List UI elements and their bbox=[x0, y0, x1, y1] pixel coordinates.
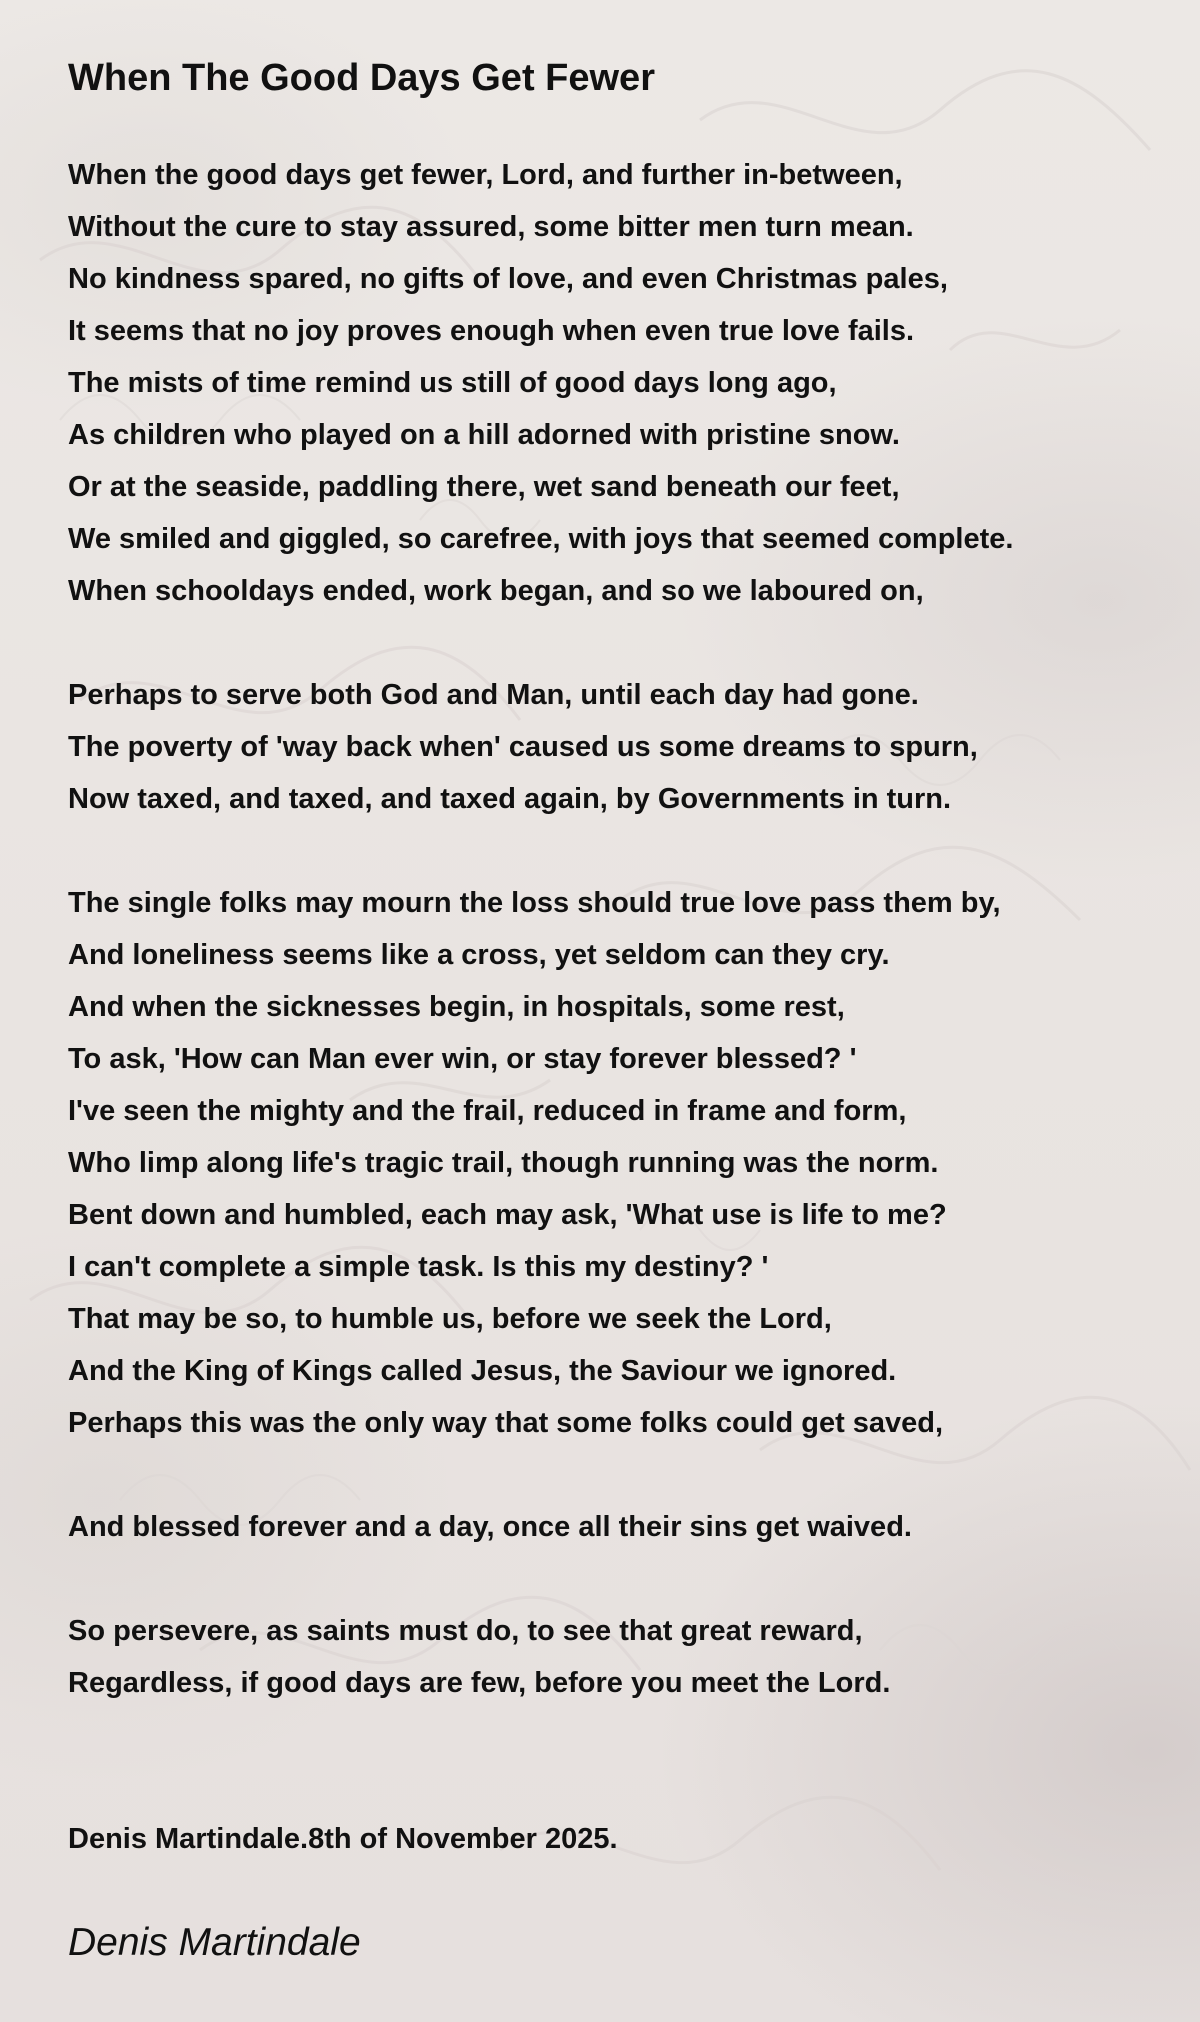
stanza-break bbox=[68, 617, 1178, 669]
poem-line: So persevere, as saints must do, to see that great reward, bbox=[68, 1615, 863, 1647]
poem-attribution-line: Denis Martindale.8th of November 2025. bbox=[68, 1823, 618, 1855]
poem-line: Now taxed, and taxed, and taxed again, by Governments in turn. bbox=[68, 783, 952, 815]
author-signature: Denis Martindale bbox=[68, 1921, 361, 1964]
poem-line: When schooldays ended, work began, and so we laboured on, bbox=[68, 575, 924, 607]
poem-line: Perhaps this was the only way that some folks could get saved, bbox=[68, 1407, 944, 1439]
poem-line: To ask, 'How can Man ever win, or stay forever blessed? ' bbox=[68, 1043, 857, 1075]
stanza-break bbox=[68, 1709, 1178, 1761]
stanza-break bbox=[68, 1553, 1178, 1605]
poem-line: And loneliness seems like a cross, yet seldom can they cry. bbox=[68, 939, 890, 971]
poem-line: That may be so, to humble us, before we seek the Lord, bbox=[68, 1303, 832, 1335]
poem-line: The mists of time remind us still of good days long ago, bbox=[68, 367, 837, 399]
poem-line: It seems that no joy proves enough when even true love fails. bbox=[68, 315, 915, 347]
poem-line: Perhaps to serve both God and Man, until each day had gone. bbox=[68, 679, 919, 711]
stanza-break bbox=[68, 1761, 1178, 1813]
poem-line: I've seen the mighty and the frail, reduced in frame and form, bbox=[68, 1095, 907, 1127]
poem-line: The poverty of 'way back when' caused us some dreams to spurn, bbox=[68, 731, 978, 763]
poem-line: We smiled and giggled, so carefree, with joys that seemed complete. bbox=[68, 523, 1014, 555]
stanza-break bbox=[68, 1449, 1178, 1501]
poem-line: I can't complete a simple task. Is this my destiny? ' bbox=[68, 1251, 769, 1283]
poem-title: When The Good Days Get Fewer bbox=[68, 57, 655, 99]
stanza-break bbox=[68, 825, 1178, 877]
poem-line: When the good days get fewer, Lord, and further in-between, bbox=[68, 159, 903, 191]
poem-line: No kindness spared, no gifts of love, and even Christmas pales, bbox=[68, 263, 948, 295]
poem-line: The single folks may mourn the loss should true love pass them by, bbox=[68, 887, 1001, 919]
poem-line: Regardless, if good days are few, before you meet the Lord. bbox=[68, 1667, 891, 1699]
poem-line: And when the sicknesses begin, in hospitals, some rest, bbox=[68, 991, 845, 1023]
poem-line: Or at the seaside, paddling there, wet sand beneath our feet, bbox=[68, 471, 900, 503]
poem-line: As children who played on a hill adorned with pristine snow. bbox=[68, 419, 900, 451]
poem-line: And the King of Kings called Jesus, the Saviour we ignored. bbox=[68, 1355, 897, 1387]
poem-line: Without the cure to stay assured, some bitter men turn mean. bbox=[68, 211, 914, 243]
poem-body bbox=[68, 149, 1178, 1865]
poem-line: Bent down and humbled, each may ask, 'What use is life to me? bbox=[68, 1199, 947, 1231]
poem-line: And blessed forever and a day, once all their sins get waived. bbox=[68, 1511, 912, 1543]
poem-line: Who limp along life's tragic trail, though running was the norm. bbox=[68, 1147, 939, 1179]
